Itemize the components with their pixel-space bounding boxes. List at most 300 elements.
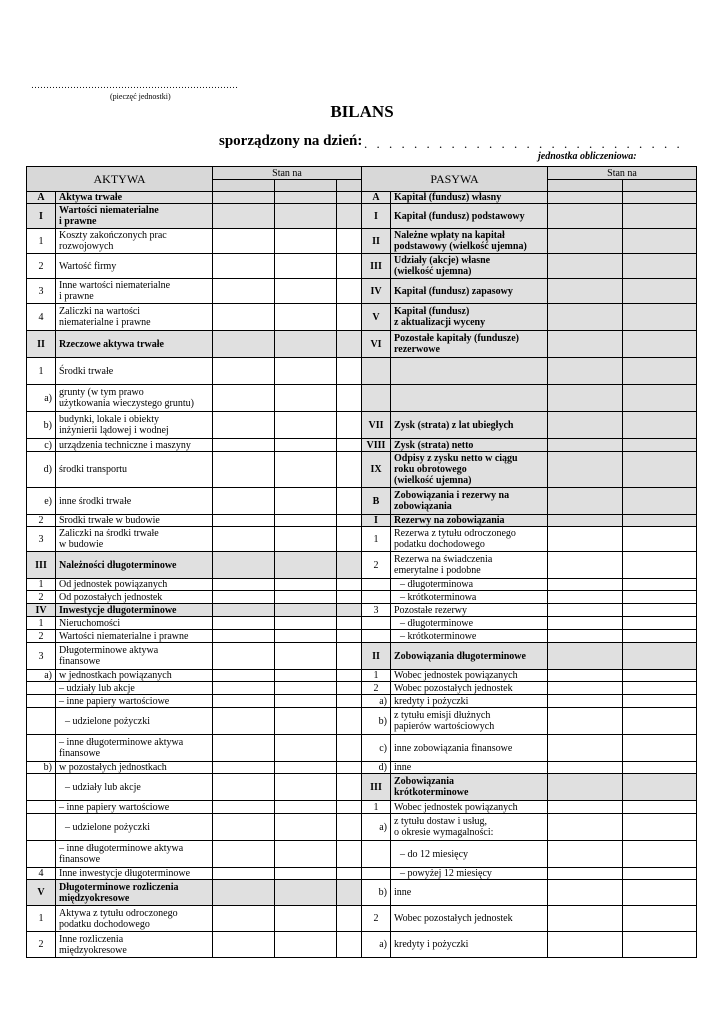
pasywa-value-cell[interactable] bbox=[548, 488, 623, 515]
aktywa-value-cell[interactable] bbox=[337, 527, 362, 552]
aktywa-row bbox=[27, 708, 362, 735]
aktywa-row bbox=[27, 331, 362, 358]
pasywa-value-cell[interactable] bbox=[548, 670, 623, 682]
pasywa-value-cell[interactable] bbox=[548, 439, 623, 452]
aktywa-value-cell[interactable] bbox=[213, 385, 275, 412]
pasywa-row bbox=[362, 880, 697, 906]
pasywa-value-cell[interactable] bbox=[623, 412, 697, 439]
pasywa-row-label: Kapitał (fundusz) z aktualizacji wyceny bbox=[391, 304, 548, 331]
aktywa-value-cell[interactable] bbox=[275, 814, 337, 841]
aktywa-period-cell[interactable] bbox=[213, 180, 275, 192]
aktywa-value-cell[interactable] bbox=[337, 906, 362, 932]
pasywa-row-number: IV bbox=[362, 279, 391, 304]
pasywa-row bbox=[362, 254, 697, 279]
aktywa-row-label: w jednostkach powiązanych bbox=[56, 670, 213, 682]
aktywa-value-cell[interactable] bbox=[275, 932, 337, 958]
pasywa-value-cell[interactable] bbox=[623, 552, 697, 579]
pasywa-row-label: Kapitał (fundusz) własny bbox=[391, 192, 548, 204]
aktywa-row-label: Inne rozliczenia międzyokresowe bbox=[56, 932, 213, 958]
pasywa-row bbox=[362, 906, 697, 932]
aktywa-stan-header: Stan na bbox=[213, 167, 362, 180]
pasywa-value-cell[interactable] bbox=[548, 604, 623, 617]
pasywa-value-cell[interactable] bbox=[548, 868, 623, 880]
aktywa-value-cell[interactable] bbox=[275, 229, 337, 254]
aktywa-value-cell[interactable] bbox=[337, 670, 362, 682]
aktywa-row bbox=[27, 192, 362, 204]
aktywa-value-cell[interactable] bbox=[213, 906, 275, 932]
aktywa-row bbox=[27, 801, 362, 814]
aktywa-value-cell[interactable] bbox=[337, 358, 362, 385]
aktywa-row-number: e) bbox=[27, 488, 56, 515]
aktywa-value-cell[interactable] bbox=[337, 552, 362, 579]
pasywa-row-number: 1 bbox=[362, 527, 391, 552]
pasywa-period-cell[interactable] bbox=[548, 180, 623, 192]
pasywa-row-label: Rezerwa z tytułu odroczonego podatku dochodowego bbox=[391, 527, 548, 552]
pasywa-value-cell[interactable] bbox=[623, 868, 697, 880]
pasywa-value-cell[interactable] bbox=[548, 358, 623, 385]
aktywa-value-cell[interactable] bbox=[275, 774, 337, 801]
aktywa-row-label: urządzenia techniczne i maszyny bbox=[56, 439, 213, 452]
pasywa-row-label: Wobec jednostek powiązanych bbox=[391, 670, 548, 682]
aktywa-row-label: Zaliczki na wartości niematerialne i prawne bbox=[56, 304, 213, 331]
pasywa-value-cell[interactable] bbox=[623, 735, 697, 762]
aktywa-value-cell[interactable] bbox=[337, 229, 362, 254]
aktywa-value-cell[interactable] bbox=[337, 488, 362, 515]
aktywa-value-cell[interactable] bbox=[275, 906, 337, 932]
aktywa-value-cell[interactable] bbox=[337, 192, 362, 204]
pasywa-value-cell[interactable] bbox=[623, 880, 697, 906]
aktywa-value-cell[interactable] bbox=[275, 412, 337, 439]
aktywa-value-cell[interactable] bbox=[213, 670, 275, 682]
aktywa-row-number: 3 bbox=[27, 279, 56, 304]
aktywa-row bbox=[27, 279, 362, 304]
pasywa-row bbox=[362, 439, 697, 452]
aktywa-value-cell[interactable] bbox=[213, 604, 275, 617]
aktywa-value-cell[interactable] bbox=[275, 552, 337, 579]
pasywa-row-label: inne zobowiązania finansowe bbox=[391, 735, 548, 762]
pasywa-value-cell[interactable] bbox=[548, 695, 623, 708]
aktywa-row bbox=[27, 695, 362, 708]
pasywa-row-label: Należne wpłaty na kapitał podstawowy (wielkość ujemna) bbox=[391, 229, 548, 254]
pasywa-row-number: VII bbox=[362, 412, 391, 439]
aktywa-row-label: – inne papiery wartościowe bbox=[56, 695, 213, 708]
aktywa-value-cell[interactable] bbox=[275, 579, 337, 591]
aktywa-row bbox=[27, 254, 362, 279]
pasywa-value-cell[interactable] bbox=[548, 515, 623, 527]
aktywa-row-number bbox=[27, 774, 56, 801]
aktywa-row-label: Nieruchomości bbox=[56, 617, 213, 630]
pasywa-row bbox=[362, 630, 697, 643]
pasywa-row bbox=[362, 617, 697, 630]
pasywa-value-cell[interactable] bbox=[623, 515, 697, 527]
aktywa-value-cell[interactable] bbox=[275, 630, 337, 643]
aktywa-value-cell[interactable] bbox=[337, 695, 362, 708]
aktywa-row bbox=[27, 868, 362, 880]
pasywa-value-cell[interactable] bbox=[623, 579, 697, 591]
pasywa-value-cell[interactable] bbox=[548, 906, 623, 932]
aktywa-header: AKTYWA bbox=[27, 167, 213, 192]
pasywa-row-label: Zysk (strata) netto bbox=[391, 439, 548, 452]
pasywa-row bbox=[362, 229, 697, 254]
pasywa-row-number: a) bbox=[362, 695, 391, 708]
aktywa-value-cell[interactable] bbox=[275, 695, 337, 708]
pasywa-row bbox=[362, 304, 697, 331]
aktywa-row-number: A bbox=[27, 192, 56, 204]
pasywa-row bbox=[362, 735, 697, 762]
aktywa-value-cell[interactable] bbox=[213, 331, 275, 358]
pasywa-value-cell[interactable] bbox=[623, 617, 697, 630]
aktywa-value-cell[interactable] bbox=[213, 762, 275, 774]
pasywa-value-cell[interactable] bbox=[623, 452, 697, 488]
aktywa-value-cell[interactable] bbox=[213, 452, 275, 488]
aktywa-value-cell[interactable] bbox=[337, 515, 362, 527]
aktywa-value-cell[interactable] bbox=[213, 708, 275, 735]
pasywa-value-cell[interactable] bbox=[548, 932, 623, 958]
pasywa-value-cell[interactable] bbox=[548, 591, 623, 604]
aktywa-value-cell[interactable] bbox=[213, 488, 275, 515]
aktywa-value-cell[interactable] bbox=[213, 204, 275, 229]
pasywa-row-label: – długoterminowe bbox=[391, 617, 548, 630]
aktywa-value-cell[interactable] bbox=[337, 452, 362, 488]
pasywa-value-cell[interactable] bbox=[548, 385, 623, 412]
pasywa-value-cell[interactable] bbox=[548, 579, 623, 591]
aktywa-row-label: Należności długoterminowe bbox=[56, 552, 213, 579]
pasywa-value-cell[interactable] bbox=[548, 814, 623, 841]
pasywa-value-cell[interactable] bbox=[548, 527, 623, 552]
aktywa-row bbox=[27, 841, 362, 868]
aktywa-row-label: Środki trwałe bbox=[56, 358, 213, 385]
aktywa-row bbox=[27, 880, 362, 906]
aktywa-table bbox=[26, 166, 362, 958]
aktywa-value-cell[interactable] bbox=[213, 868, 275, 880]
pasywa-row-label: Rezerwy na zobowiązania bbox=[391, 515, 548, 527]
aktywa-value-cell[interactable] bbox=[337, 304, 362, 331]
pasywa-value-cell[interactable] bbox=[548, 617, 623, 630]
pasywa-row bbox=[362, 682, 697, 695]
pasywa-value-cell[interactable] bbox=[548, 762, 623, 774]
pasywa-value-cell[interactable] bbox=[548, 192, 623, 204]
pasywa-value-cell[interactable] bbox=[548, 279, 623, 304]
pasywa-value-cell[interactable] bbox=[623, 229, 697, 254]
aktywa-value-cell[interactable] bbox=[275, 591, 337, 604]
pasywa-value-cell[interactable] bbox=[623, 814, 697, 841]
aktywa-value-cell[interactable] bbox=[337, 762, 362, 774]
pasywa-row-number: a) bbox=[362, 932, 391, 958]
date-field[interactable]: . . . . . . . . . . . . . . . . . . . . . . . . . . bbox=[364, 136, 683, 151]
aktywa-value-cell[interactable] bbox=[275, 762, 337, 774]
aktywa-value-cell[interactable] bbox=[213, 591, 275, 604]
aktywa-row-number: 2 bbox=[27, 932, 56, 958]
pasywa-row-number: I bbox=[362, 515, 391, 527]
aktywa-value-cell[interactable] bbox=[275, 192, 337, 204]
aktywa-value-cell[interactable] bbox=[213, 304, 275, 331]
aktywa-row-number: I bbox=[27, 204, 56, 229]
pasywa-row bbox=[362, 604, 697, 617]
aktywa-value-cell[interactable] bbox=[213, 880, 275, 906]
aktywa-value-cell[interactable] bbox=[337, 735, 362, 762]
aktywa-value-cell[interactable] bbox=[213, 774, 275, 801]
pasywa-value-cell[interactable] bbox=[548, 552, 623, 579]
pasywa-row-number: d) bbox=[362, 762, 391, 774]
aktywa-period-cell[interactable] bbox=[337, 180, 362, 192]
aktywa-value-cell[interactable] bbox=[213, 617, 275, 630]
aktywa-row-number: c) bbox=[27, 439, 56, 452]
aktywa-row-number: b) bbox=[27, 762, 56, 774]
pasywa-row bbox=[362, 643, 697, 670]
aktywa-row-number: IV bbox=[27, 604, 56, 617]
aktywa-value-cell[interactable] bbox=[213, 254, 275, 279]
pasywa-row-number: A bbox=[362, 192, 391, 204]
pasywa-value-cell[interactable] bbox=[623, 643, 697, 670]
aktywa-value-cell[interactable] bbox=[213, 412, 275, 439]
aktywa-row-number: 2 bbox=[27, 515, 56, 527]
pasywa-value-cell[interactable] bbox=[548, 682, 623, 695]
aktywa-value-cell[interactable] bbox=[337, 801, 362, 814]
pasywa-value-cell[interactable] bbox=[623, 385, 697, 412]
pasywa-row-number: B bbox=[362, 488, 391, 515]
aktywa-row-label: Aktywa z tytułu odroczonego podatku dochodowego bbox=[56, 906, 213, 932]
aktywa-value-cell[interactable] bbox=[275, 452, 337, 488]
aktywa-value-cell[interactable] bbox=[275, 643, 337, 670]
aktywa-value-cell[interactable] bbox=[275, 868, 337, 880]
aktywa-value-cell[interactable] bbox=[213, 814, 275, 841]
pasywa-value-cell[interactable] bbox=[548, 630, 623, 643]
pasywa-value-cell[interactable] bbox=[623, 304, 697, 331]
aktywa-row-number: 1 bbox=[27, 617, 56, 630]
aktywa-value-cell[interactable] bbox=[213, 630, 275, 643]
aktywa-value-cell[interactable] bbox=[337, 331, 362, 358]
aktywa-value-cell[interactable] bbox=[213, 515, 275, 527]
aktywa-row bbox=[27, 515, 362, 527]
aktywa-value-cell[interactable] bbox=[213, 695, 275, 708]
aktywa-value-cell[interactable] bbox=[275, 279, 337, 304]
aktywa-value-cell[interactable] bbox=[337, 604, 362, 617]
aktywa-row bbox=[27, 682, 362, 695]
aktywa-value-cell[interactable] bbox=[337, 204, 362, 229]
aktywa-row bbox=[27, 358, 362, 385]
aktywa-value-cell[interactable] bbox=[275, 617, 337, 630]
aktywa-value-cell[interactable] bbox=[213, 192, 275, 204]
aktywa-value-cell[interactable] bbox=[213, 279, 275, 304]
aktywa-value-cell[interactable] bbox=[275, 527, 337, 552]
aktywa-value-cell[interactable] bbox=[337, 439, 362, 452]
pasywa-value-cell[interactable] bbox=[623, 488, 697, 515]
pasywa-value-cell[interactable] bbox=[548, 254, 623, 279]
aktywa-value-cell[interactable] bbox=[275, 841, 337, 868]
pasywa-value-cell[interactable] bbox=[623, 331, 697, 358]
aktywa-row-label: Koszty zakończonych prac rozwojowych bbox=[56, 229, 213, 254]
pasywa-value-cell[interactable] bbox=[623, 670, 697, 682]
pasywa-row-label: Rezerwa na świadczenia emerytalne i podobne bbox=[391, 552, 548, 579]
pasywa-value-cell[interactable] bbox=[548, 774, 623, 801]
aktywa-value-cell[interactable] bbox=[337, 254, 362, 279]
aktywa-value-cell[interactable] bbox=[213, 552, 275, 579]
pasywa-row-number: c) bbox=[362, 735, 391, 762]
pasywa-row-number bbox=[362, 868, 391, 880]
pasywa-value-cell[interactable] bbox=[548, 880, 623, 906]
pasywa-value-cell[interactable] bbox=[623, 774, 697, 801]
aktywa-value-cell[interactable] bbox=[337, 591, 362, 604]
aktywa-value-cell[interactable] bbox=[337, 774, 362, 801]
pasywa-value-cell[interactable] bbox=[623, 527, 697, 552]
pasywa-value-cell[interactable] bbox=[623, 906, 697, 932]
aktywa-row bbox=[27, 229, 362, 254]
aktywa-row bbox=[27, 439, 362, 452]
pasywa-value-cell[interactable] bbox=[623, 762, 697, 774]
pasywa-row-label bbox=[391, 358, 548, 385]
aktywa-value-cell[interactable] bbox=[275, 304, 337, 331]
pasywa-value-cell[interactable] bbox=[623, 932, 697, 958]
pasywa-row bbox=[362, 801, 697, 814]
aktywa-value-cell[interactable] bbox=[213, 229, 275, 254]
aktywa-value-cell[interactable] bbox=[275, 331, 337, 358]
aktywa-value-cell[interactable] bbox=[275, 735, 337, 762]
aktywa-value-cell[interactable] bbox=[337, 579, 362, 591]
aktywa-value-cell[interactable] bbox=[213, 801, 275, 814]
pasywa-value-cell[interactable] bbox=[548, 735, 623, 762]
aktywa-period-cell[interactable] bbox=[275, 180, 337, 192]
aktywa-value-cell[interactable] bbox=[275, 385, 337, 412]
pasywa-row-label: – do 12 miesięcy bbox=[391, 841, 548, 868]
pasywa-row bbox=[362, 452, 697, 488]
aktywa-value-cell[interactable] bbox=[337, 682, 362, 695]
pasywa-row bbox=[362, 579, 697, 591]
aktywa-row-label: grunty (w tym prawo użytkowania wieczystego gruntu) bbox=[56, 385, 213, 412]
pasywa-value-cell[interactable] bbox=[548, 841, 623, 868]
aktywa-row-label: Długoterminowe aktywa finansowe bbox=[56, 643, 213, 670]
aktywa-row-label: Inne wartości niematerialne i prawne bbox=[56, 279, 213, 304]
pasywa-period-cell[interactable] bbox=[623, 180, 697, 192]
aktywa-value-cell[interactable] bbox=[213, 643, 275, 670]
aktywa-value-cell[interactable] bbox=[275, 439, 337, 452]
pasywa-value-cell[interactable] bbox=[623, 254, 697, 279]
pasywa-row-number: 2 bbox=[362, 906, 391, 932]
pasywa-value-cell[interactable] bbox=[548, 412, 623, 439]
pasywa-value-cell[interactable] bbox=[623, 604, 697, 617]
pasywa-value-cell[interactable] bbox=[623, 801, 697, 814]
aktywa-value-cell[interactable] bbox=[213, 527, 275, 552]
pasywa-value-cell[interactable] bbox=[623, 439, 697, 452]
aktywa-row-label: Zaliczki na środki trwałe w budowie bbox=[56, 527, 213, 552]
aktywa-value-cell[interactable] bbox=[337, 880, 362, 906]
pasywa-value-cell[interactable] bbox=[548, 229, 623, 254]
aktywa-value-cell[interactable] bbox=[213, 932, 275, 958]
pasywa-value-cell[interactable] bbox=[623, 591, 697, 604]
pasywa-value-cell[interactable] bbox=[623, 630, 697, 643]
aktywa-value-cell[interactable] bbox=[275, 488, 337, 515]
aktywa-value-cell[interactable] bbox=[213, 841, 275, 868]
pasywa-value-cell[interactable] bbox=[623, 708, 697, 735]
aktywa-row-number bbox=[27, 682, 56, 695]
aktywa-value-cell[interactable] bbox=[213, 358, 275, 385]
pasywa-value-cell[interactable] bbox=[548, 304, 623, 331]
aktywa-value-cell[interactable] bbox=[337, 868, 362, 880]
stamp-label: (pieczęć jednostki) bbox=[110, 92, 171, 101]
aktywa-value-cell[interactable] bbox=[275, 515, 337, 527]
pasywa-value-cell[interactable] bbox=[548, 331, 623, 358]
pasywa-row-number bbox=[362, 358, 391, 385]
aktywa-value-cell[interactable] bbox=[337, 708, 362, 735]
pasywa-value-cell[interactable] bbox=[623, 841, 697, 868]
aktywa-value-cell[interactable] bbox=[275, 708, 337, 735]
aktywa-value-cell[interactable] bbox=[275, 801, 337, 814]
aktywa-row-number bbox=[27, 841, 56, 868]
aktywa-value-cell[interactable] bbox=[275, 254, 337, 279]
aktywa-row bbox=[27, 932, 362, 958]
pasywa-row-label: – długoterminowa bbox=[391, 579, 548, 591]
pasywa-row-label: z tytułu emisji dłużnych papierów wartościowych bbox=[391, 708, 548, 735]
aktywa-row-number bbox=[27, 708, 56, 735]
pasywa-row bbox=[362, 814, 697, 841]
aktywa-value-cell[interactable] bbox=[275, 670, 337, 682]
aktywa-value-cell[interactable] bbox=[337, 617, 362, 630]
pasywa-stan-header: Stan na bbox=[548, 167, 697, 180]
aktywa-value-cell[interactable] bbox=[213, 439, 275, 452]
aktywa-value-cell[interactable] bbox=[337, 841, 362, 868]
aktywa-value-cell[interactable] bbox=[275, 204, 337, 229]
pasywa-row bbox=[362, 279, 697, 304]
aktywa-value-cell[interactable] bbox=[337, 630, 362, 643]
aktywa-value-cell[interactable] bbox=[275, 682, 337, 695]
aktywa-value-cell[interactable] bbox=[337, 279, 362, 304]
aktywa-value-cell[interactable] bbox=[337, 385, 362, 412]
pasywa-row-number bbox=[362, 630, 391, 643]
pasywa-value-cell[interactable] bbox=[548, 452, 623, 488]
pasywa-value-cell[interactable] bbox=[548, 643, 623, 670]
aktywa-value-cell[interactable] bbox=[275, 604, 337, 617]
aktywa-value-cell[interactable] bbox=[275, 358, 337, 385]
aktywa-value-cell[interactable] bbox=[213, 735, 275, 762]
pasywa-row-number bbox=[362, 385, 391, 412]
pasywa-row-label bbox=[391, 385, 548, 412]
aktywa-row-number: 2 bbox=[27, 591, 56, 604]
aktywa-value-cell[interactable] bbox=[337, 412, 362, 439]
pasywa-value-cell[interactable] bbox=[548, 204, 623, 229]
aktywa-row bbox=[27, 906, 362, 932]
pasywa-row bbox=[362, 932, 697, 958]
aktywa-value-cell[interactable] bbox=[275, 880, 337, 906]
aktywa-value-cell[interactable] bbox=[337, 932, 362, 958]
aktywa-row bbox=[27, 552, 362, 579]
aktywa-row-label: – udzielone pożyczki bbox=[56, 708, 213, 735]
aktywa-value-cell[interactable] bbox=[337, 643, 362, 670]
pasywa-row-label: Pozostałe rezerwy bbox=[391, 604, 548, 617]
pasywa-value-cell[interactable] bbox=[548, 708, 623, 735]
pasywa-row-label: – powyżej 12 miesięcy bbox=[391, 868, 548, 880]
pasywa-value-cell[interactable] bbox=[623, 682, 697, 695]
aktywa-value-cell[interactable] bbox=[213, 682, 275, 695]
pasywa-row-label: Zobowiązania i rezerwy na zobowiązania bbox=[391, 488, 548, 515]
pasywa-value-cell[interactable] bbox=[623, 695, 697, 708]
aktywa-row bbox=[27, 814, 362, 841]
pasywa-section bbox=[361, 166, 696, 958]
pasywa-row-label: Zobowiązania długoterminowe bbox=[391, 643, 548, 670]
pasywa-row-number: IX bbox=[362, 452, 391, 488]
aktywa-row bbox=[27, 591, 362, 604]
pasywa-value-cell[interactable] bbox=[623, 279, 697, 304]
pasywa-row-label: Udziały (akcje) własne (wielkość ujemna) bbox=[391, 254, 548, 279]
aktywa-row-number: 2 bbox=[27, 254, 56, 279]
pasywa-value-cell[interactable] bbox=[623, 204, 697, 229]
aktywa-row bbox=[27, 527, 362, 552]
pasywa-row-number: II bbox=[362, 229, 391, 254]
aktywa-value-cell[interactable] bbox=[337, 814, 362, 841]
aktywa-value-cell[interactable] bbox=[213, 579, 275, 591]
aktywa-row-number: 1 bbox=[27, 906, 56, 932]
pasywa-value-cell[interactable] bbox=[623, 192, 697, 204]
pasywa-value-cell[interactable] bbox=[548, 801, 623, 814]
pasywa-value-cell[interactable] bbox=[623, 358, 697, 385]
